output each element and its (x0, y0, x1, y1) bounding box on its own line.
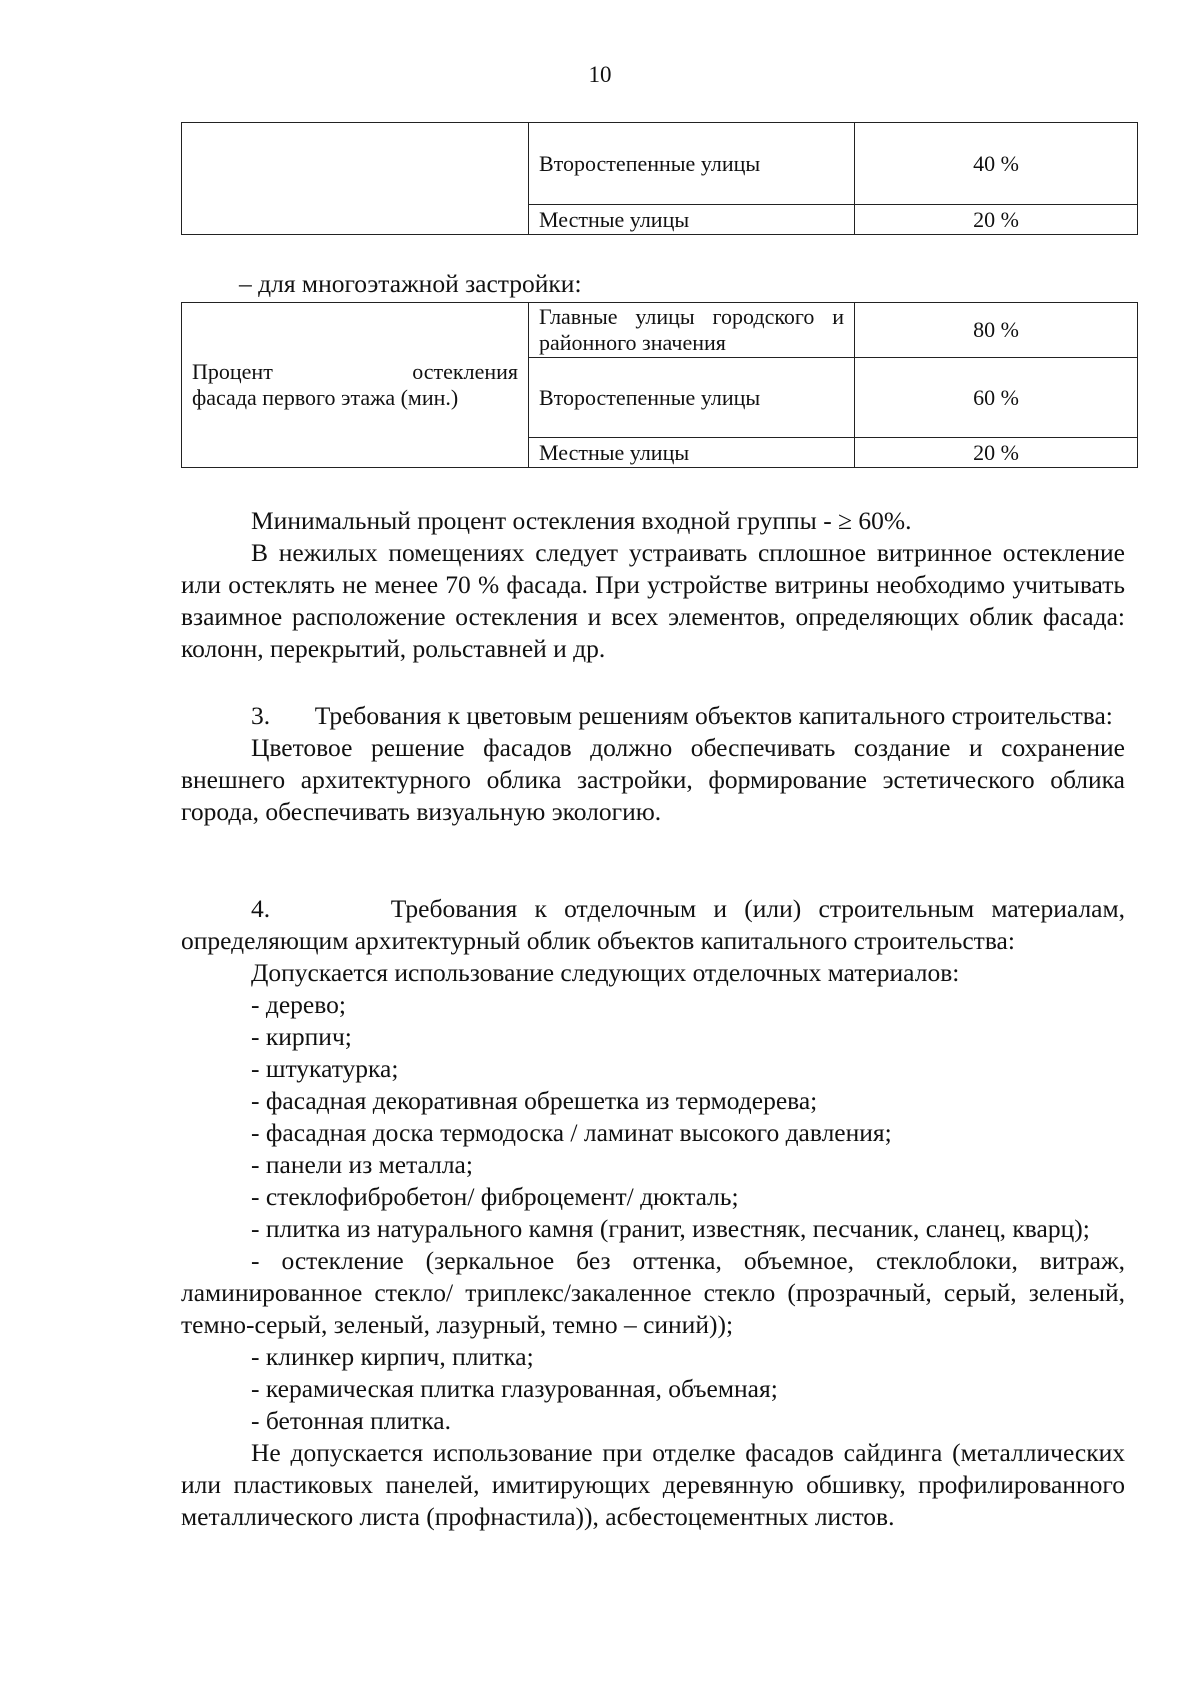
table-cell-category: Местные улицы (529, 205, 855, 235)
list-item: - штукатурка; (251, 1054, 399, 1083)
multistorey-heading: – для многоэтажной застройки: (239, 269, 582, 298)
table-cell-value: 40 % (855, 123, 1138, 205)
category-text: Главные улицы городского и районного значения (539, 304, 844, 355)
list-item: - кирпич; (251, 1022, 352, 1051)
table-cell-category: Второстепенные улицы (529, 123, 855, 205)
list-item: - стеклофибробетон/ фиброцемент/ дюкталь; (251, 1182, 739, 1211)
glazing-table-multistorey (181, 302, 1138, 468)
section-4 (181, 893, 1125, 1533)
section-heading: 3. Требования к цветовым решениям объектов капитального строительства: (251, 701, 1113, 730)
table-cell-value: 20 % (855, 205, 1138, 235)
list-item: - плитка из натурального камня (гранит, известняк, песчаник, сланец, кварц); (251, 1214, 1090, 1243)
table-cell-value: 80 % (855, 303, 1138, 358)
page-number: 10 (588, 62, 612, 87)
section-3 (181, 700, 1125, 828)
table-cell-category: Второстепенные улицы (529, 358, 855, 438)
paragraph: Не допускается использование при отделке фасадов сайдинга (металлических или пластиковых панелей, имитирующих деревянную обшивку, профилированного металлического листа (профнастила)), асбестоцементных листов. (181, 1438, 1125, 1531)
table-cell-label (182, 303, 529, 468)
label-line: Процент остекления (192, 359, 518, 384)
list-item: - дерево; (251, 990, 346, 1019)
paragraph: Допускается использование следующих отделочных материалов: (251, 958, 960, 987)
table-cell-category (529, 303, 855, 358)
paragraph: В нежилых помещениях следует устраивать сплошное витринное остекление или остеклять не менее 70 % фасада. При устройстве витрины необходимо учитывать взаимное расположение остекления и всех элементов, определяющих облик фасада: колонн, перекрытий, рольставней и др. (181, 538, 1125, 663)
table-cell-empty (182, 123, 529, 235)
table-cell-value: 60 % (855, 358, 1138, 438)
table-cell-value: 20 % (855, 438, 1138, 468)
section-heading: 4. Требования к отделочным и (или) строительным материалам, определяющим архитектурный облик объектов капитального строительства: (181, 894, 1125, 955)
list-item: - керамическая плитка глазурованная, объемная; (251, 1374, 778, 1403)
table-row (182, 123, 1138, 205)
list-item: - фасадная декоративная обрешетка из термодерева; (251, 1086, 818, 1115)
list-item: - панели из металла; (251, 1150, 473, 1179)
glazing-paragraphs (181, 505, 1125, 665)
paragraph: Цветовое решение фасадов должно обеспечивать создание и сохранение внешнего архитектурного облика застройки, формирование эстетического облика города, обеспечивать визуальную экологию. (181, 733, 1125, 826)
paragraph: Минимальный процент остекления входной группы - ≥ 60%. (251, 506, 912, 535)
list-item: - клинкер кирпич, плитка; (251, 1342, 534, 1371)
label-line: фасада первого этажа (мин.) (192, 385, 459, 410)
list-item: - бетонная плитка. (251, 1406, 451, 1435)
glazing-table-continued (181, 122, 1138, 235)
list-item: - остекление (зеркальное без оттенка, объемное, стеклоблоки, витраж, ламинированное стекло/ триплекс/закаленное стекло (прозрачный, серый, зеленый, темно-серый, зеленый, лазурный, темно – синий)); (181, 1246, 1125, 1339)
list-item: - фасадная доска термодоска / ламинат высокого давления; (251, 1118, 892, 1147)
table-cell-category: Местные улицы (529, 438, 855, 468)
table-row (182, 303, 1138, 358)
